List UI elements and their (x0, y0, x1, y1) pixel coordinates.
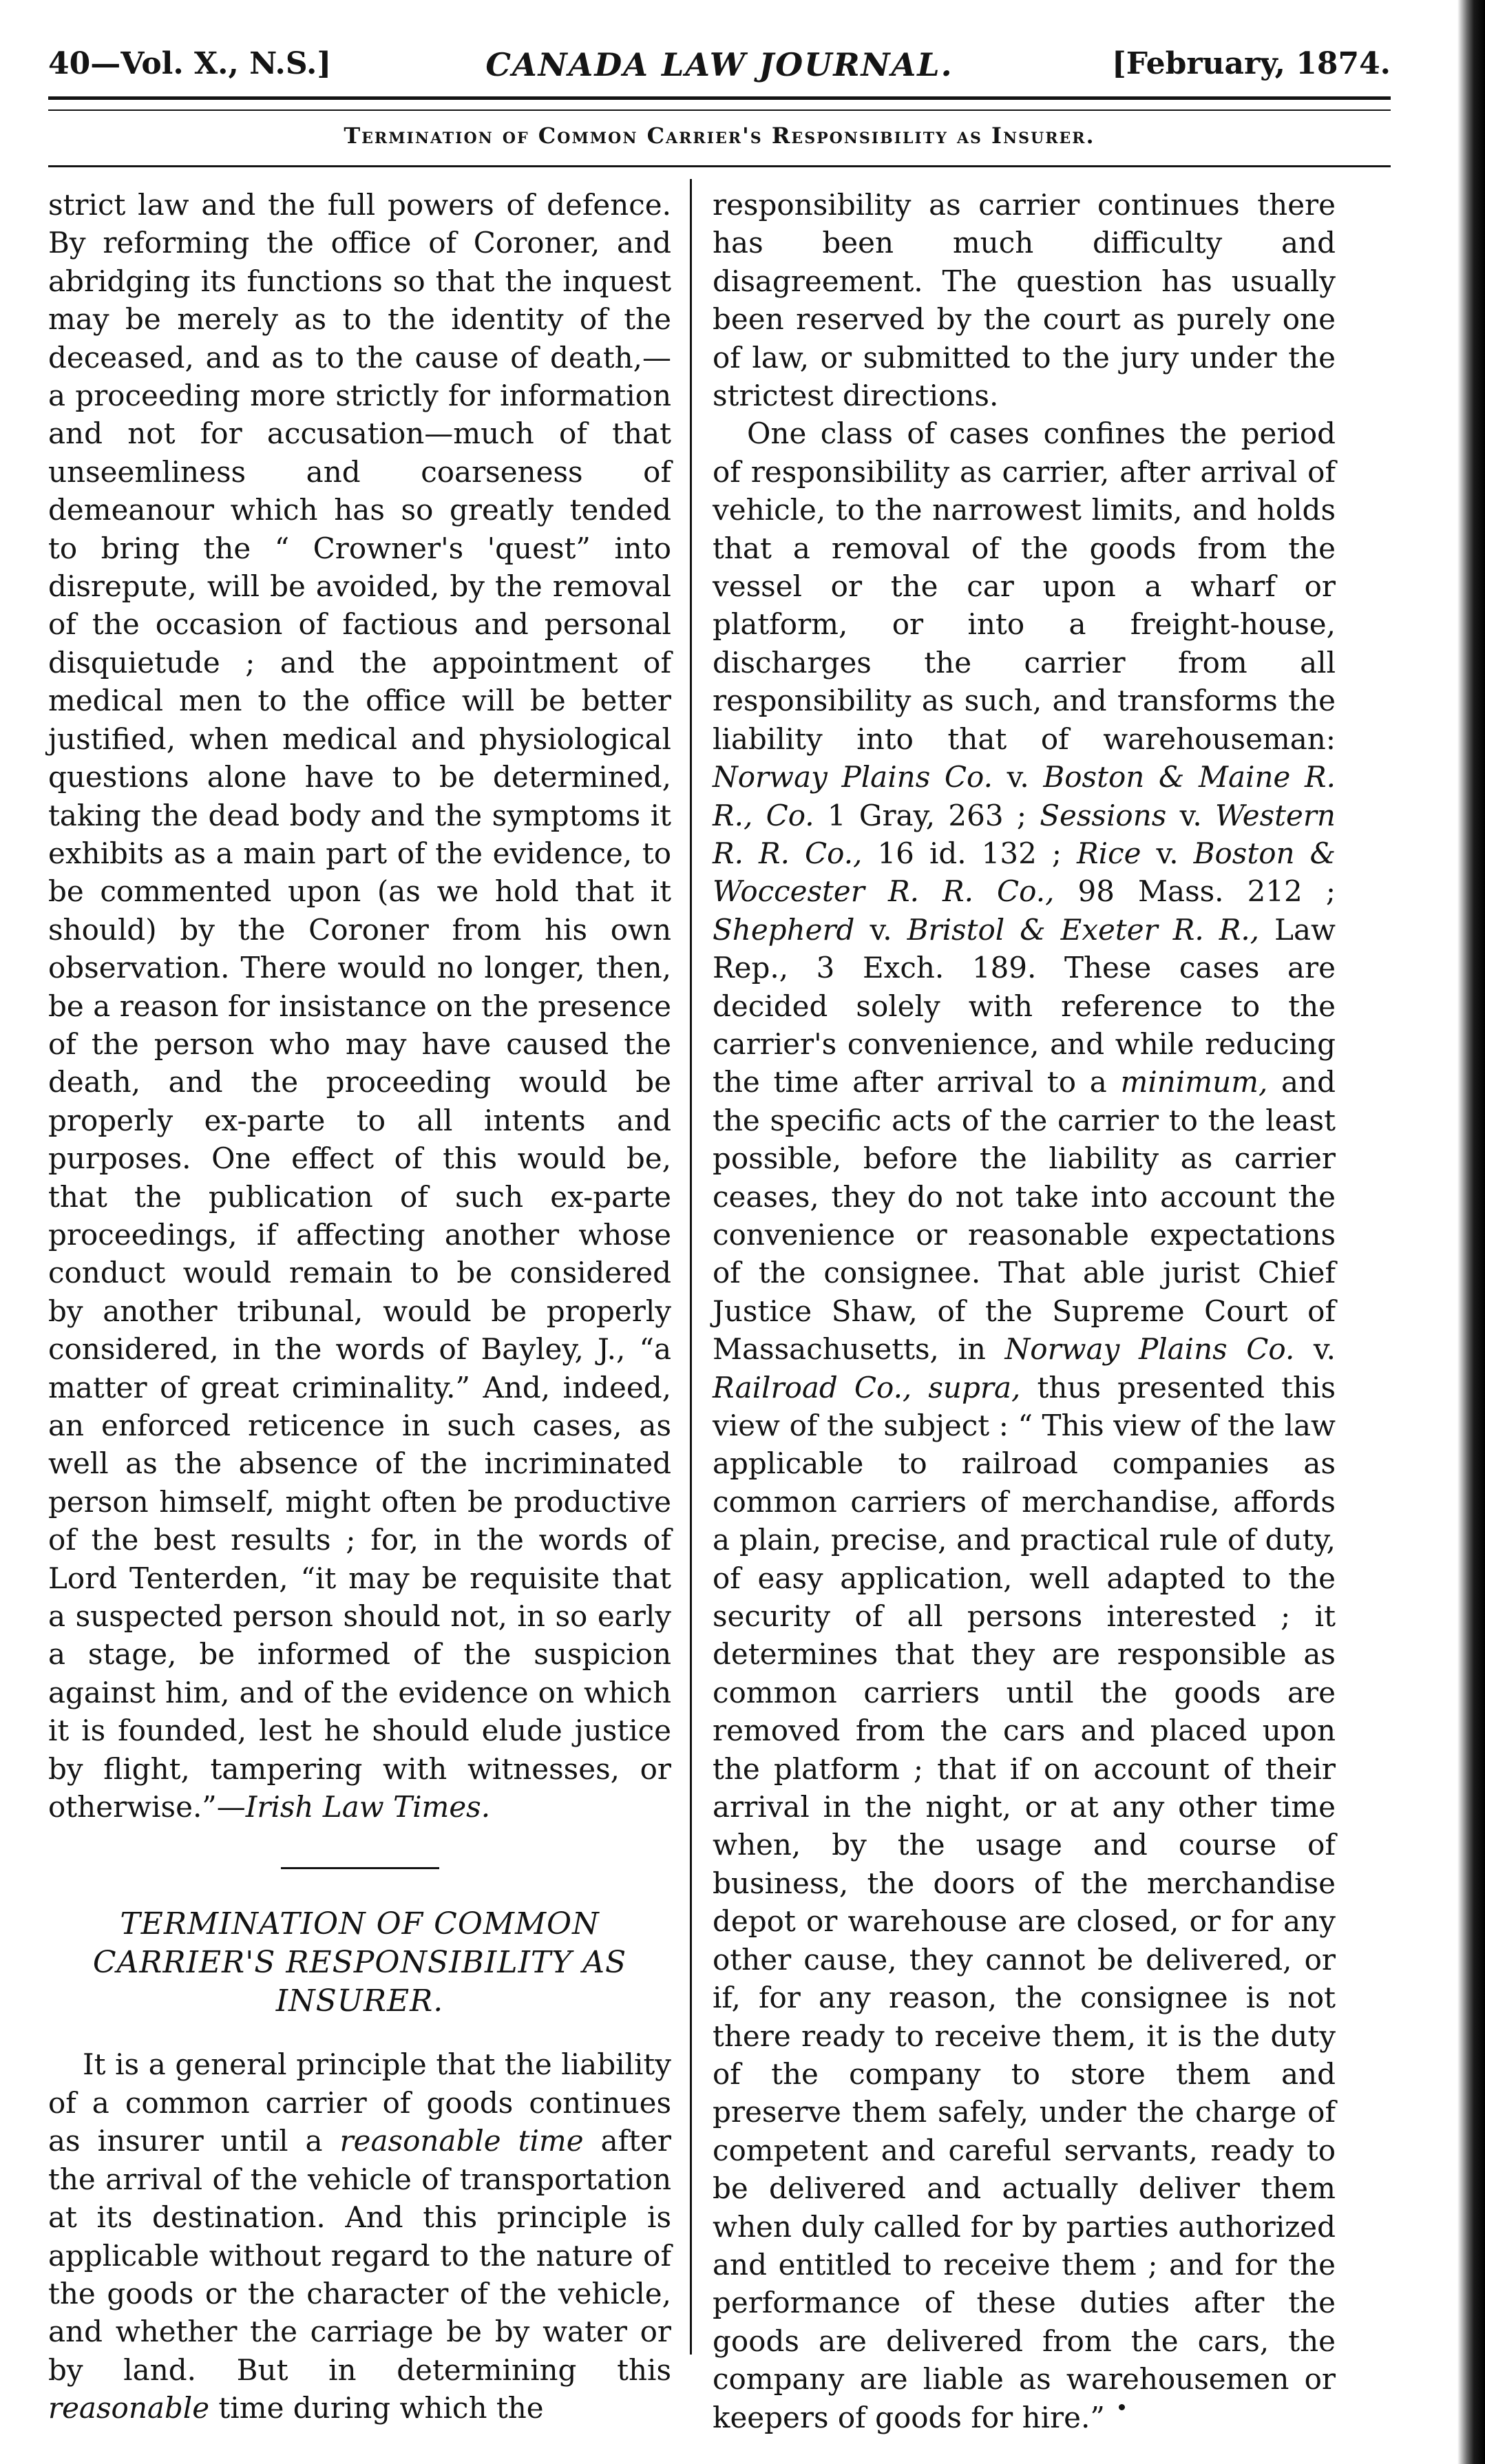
text-run: time during which the (209, 2391, 544, 2425)
left-column (48, 186, 671, 2428)
citation: 98 Mass. 212 ; (1054, 874, 1336, 909)
case-name: Western R. R. Co., (713, 798, 1336, 870)
text-run: v. (992, 760, 1044, 794)
emphasis: minimum, (1120, 1065, 1268, 1099)
text-run: It is a general principle that the liability of a common carrier of goods continues as insurer until a (48, 2047, 671, 2158)
text-run: v. (1141, 836, 1194, 870)
issue-date: [February, 1874. (1111, 46, 1391, 81)
quotation: thus presented this view of the subject : “ This view of the law applicable to railroad companies as common carriers of merchandise, affords a plain, precise, and practical rule of duty, of easy application, well adapted to the security of all persons interested ; it determines that they are responsible as common carriers until the goods are removed from the cars and placed upon the platform ; that if on account of their arrival in the night, or at any other time when, by the usage and course of business, the doors of the merchandise depot or warehouse are closed, or for any other cause, they cannot be delivered, or if, for any reason, the consignee is not there ready to receive them, it is the duty of the company to store them and preserve them safely, under the charge of competent and careful servants, ready to be delivered and actually deliver them when duly called for by parties authorized and entitled to receive them ; and for the performance of these duties after the goods are delivered from the cars, the company are liable as warehousemen or keepers of goods for hire.” (713, 1370, 1336, 2434)
case-name: Rice (1077, 836, 1141, 870)
ink-speck (1119, 2404, 1125, 2410)
citation: Law Rep., 3 Exch. 189. These cases are decided solely with reference to the carrier's convenience, and while reducing the time after arrival to a (713, 912, 1336, 1099)
article-paragraph-2 (713, 414, 1336, 2436)
citation: 1 Gray, 263 ; (814, 798, 1040, 832)
journal-title: CANADA LAW JOURNAL. (485, 46, 954, 83)
volume-label: 40—Vol. X., N.S.] (48, 46, 332, 81)
case-name: Sessions (1040, 798, 1167, 832)
coroner-article-end (48, 186, 671, 1826)
case-name: Railroad Co., supra, (713, 1370, 1021, 1404)
emphasis: reasonable (48, 2391, 210, 2425)
citation: 16 id. 132 ; (862, 836, 1077, 870)
emphasis: reasonable time (339, 2124, 584, 2158)
section-heading: Termination of Common Carrier's Responsibility as Insurer. (344, 123, 1095, 149)
case-name: Boston & Woccester R. R. Co., (713, 836, 1336, 909)
column-divider (690, 179, 692, 2355)
article-paragraph-1 (48, 2045, 671, 2427)
right-column (713, 186, 1336, 2436)
article-title: TERMINATION OF COMMON CARRIER'S RESPONSIBILITY AS INSURER. (92, 1906, 627, 2019)
coroner-text: strict law and the full powers of defence. By reforming the office of Coroner, and abridging its functions so that the inquest may be merely as to the identity of the deceased, and as to the cause of death,—a proceeding more strictly for information and not for accusation—much of that unseemliness and coarseness of demeanour which has so greatly tended to bring the “ Crowner's 'quest” into disrepute, will be avoided, by the removal of the occasion of factious and personal disquietude ; and the appointment of medical men to the office will be better justified, when medical and physiological questions alone have to be determined, taking the dead body and the symptoms it exhibits as a main part of the evidence, to be commented upon (as we hold that it should) by the Coroner from his own observation. There would no longer, then, be a reason for insistance on the presence of the person who may have caused the death, and the proceeding would be properly ex-parte to all intents and purposes. One effect of this would be, that the publication of such ex-parte proceedings, if affecting another whose conduct would remain to be considered by another tribunal, would be properly considered, in the words of Bayley, J., “a matter of great criminality.” And, indeed, an enforced reticence in such cases, as well as the absence of the incriminated person himself, might often be productive of the best results ; for, in the words of Lord Tenterden, “it may be requisite that a suspected person should not, in so early a stage, be informed of the suspicion against him, and of the evidence on which it is founded, lest he should elude justice by flight, tampering with witnesses, or otherwise.”— (48, 188, 671, 1824)
case-name: Shepherd (713, 912, 855, 947)
case-name: Norway Plains Co. (1004, 1332, 1295, 1367)
binding-edge (1457, 0, 1485, 2464)
source-citation: Irish Law Times. (245, 1790, 491, 1824)
article-paragraph-1-cont: responsibility as carrier continues there has been much difficulty and disagreement. The question has usually been reserved by the court as purely one of law, or submitted to the jury under the strictest directions. (713, 188, 1336, 413)
running-head (48, 38, 1391, 93)
text-run: v. (1166, 798, 1215, 832)
text-run: and the specific acts of the carrier to the least possible, before the liability as carrier ceases, they do not take into account the convenience or reasonable expectations of the consignee. That able jurist Chief Justice Shaw, of the Supreme Court of Massachusetts, in (713, 1065, 1336, 1367)
case-name: Norway Plains Co. (713, 760, 993, 794)
article-separator (281, 1867, 439, 1869)
text-run: v. (854, 912, 907, 947)
text-run: One class of cases confines the period of responsibility as carrier, after arrival of vehicle, to the narrowest limits, and holds that a removal of the goods from the vessel or the car upon a wharf or platform, or into a freight-house, discharges the carrier from all responsibility as such, and transforms the liability into that of warehouseman: (713, 417, 1336, 756)
text-run: after the arrival of the vehicle of transportation at its destination. And this principle is applicable without regard to the nature of the goods or the character of the vehicle, and whether the carriage be by water or by land. But in determining this (48, 2124, 671, 2387)
case-name: Boston & Maine R. R., Co. (713, 760, 1336, 832)
case-name: Bristol & Exeter R. R., (907, 912, 1260, 947)
header-rule (48, 96, 1391, 111)
text-run: v. (1294, 1332, 1336, 1367)
heading-rule (48, 165, 1391, 167)
